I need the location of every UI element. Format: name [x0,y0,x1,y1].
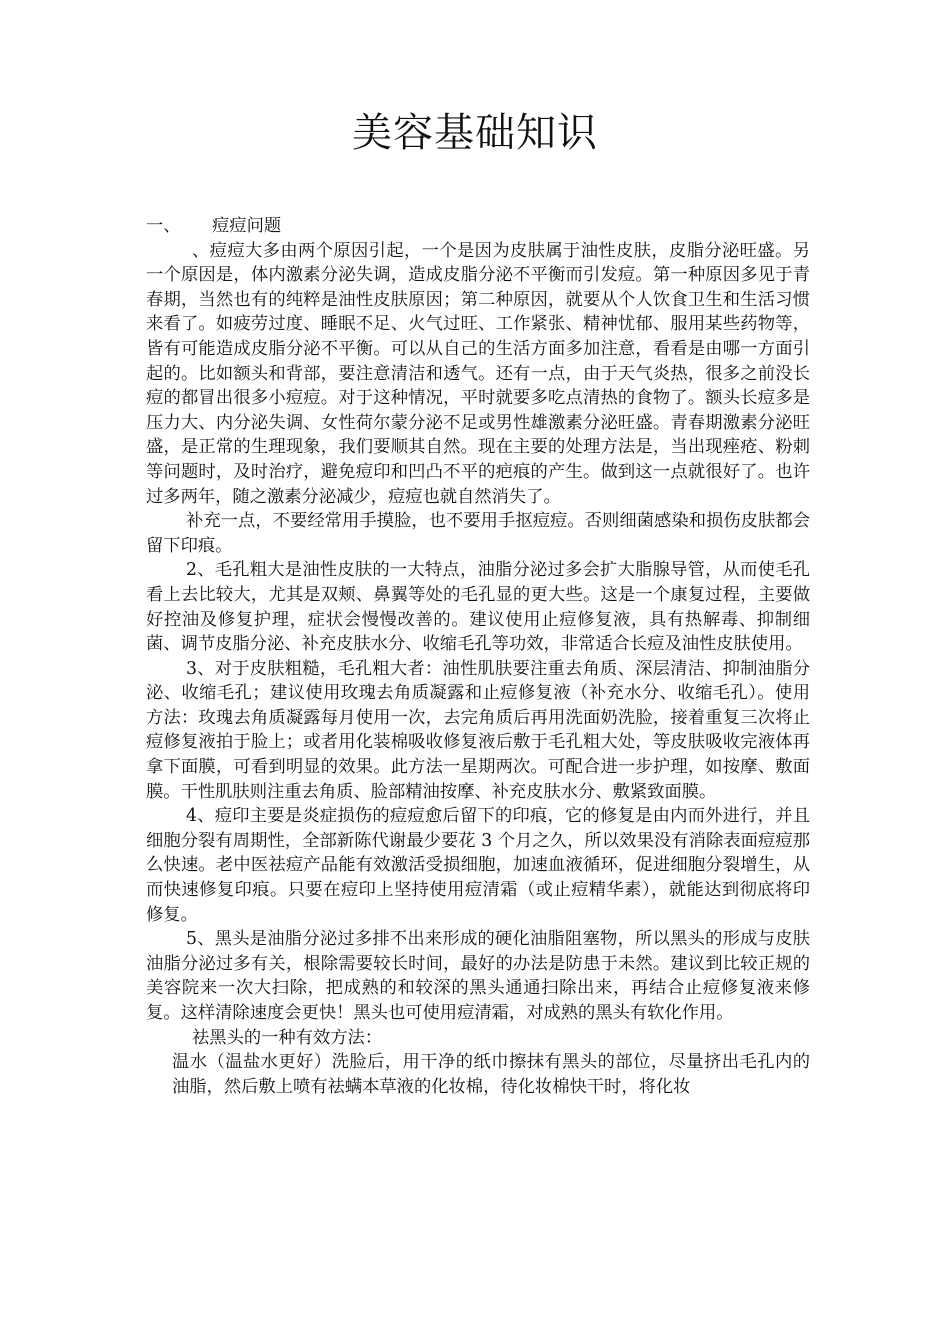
method-text: 温水（温盐水更好）洗脸后，用干净的纸巾擦抹有黑头的部位，尽量挤出毛孔内的油脂，然后敷上喷有祛螨本草液的化妆棉，待化妆棉快干时，将化妆 [172,1052,810,1097]
paragraph-1: 、痘痘大多由两个原因引起，一个是因为皮肤属于油性皮肤，皮脂分泌旺盛。另一个原因是，体内激素分泌失调，造成皮脂分泌不平衡而引发痘。第一种原因多见于青春期，当然也有的纯粹是油性皮肤原因；第二种原因，就要从个人饮食卫生和生活习惯来看了。如疲劳过度、睡眠不足、火气过旺、工作紧张、精神忧郁、服用某些药物等，皆有可能造成皮脂分泌不平衡。可以从自己的生活方面多加注意，看看是由哪一方面引起的。比如额头和背部，要注意清洁和透气。还有一点，由于天气炎热，很多之前没长痘的都冒出很多小痘痘。对于这种情况，平时就要多吃点清热的食物了。额头长痘多是压力大、内分泌失调、女性荷尔蒙分泌不足或男性雄激素分泌旺盛。青春期激素分泌旺盛，是正常的生理现象，我们要顺其自然。现在主要的处理方法是，当出现痤疮、粉刺等问题时，及时治疗，避免痘印和凹凸不平的疤痕的产生。做到这一点就很好了。也许过多两年，随之激素分泌减少，痘痘也就自然消失了。 [146,240,810,507]
section-number: 一、 [146,216,181,236]
paragraph-5: 4、痘印主要是炎症损伤的痘痘愈后留下的印痕，它的修复是由内而外进行，并且细胞分裂有周期性，全部新陈代谢最少要花 3 个月之久，所以效果没有消除表面痘痘那么快速。老中医祛痘产品能有效激活受损细胞，加速血液循环，促进细胞分裂增生，从而快速修复印痕。只要在痘印上坚持使用痘清霜（或止痘精华素），就能达到彻底将印修复。 [146,806,810,925]
document-body [146,214,810,1099]
paragraph-6: 5、黑头是油脂分泌过多排不出来形成的硬化油脂阻塞物，所以黑头的形成与皮肤油脂分泌过多有关，根除需要较长时间，最好的办法是防患于未然。建议到比较正规的美容院来一次大扫除，把成熟的和较深的黑头通通扫除出来，再结合止痘修复液来修复。这样清除速度会更快！黑头也可使用痘清霜，对成熟的黑头有软化作用。 [146,929,810,1023]
document-title: 美容基础知识 [352,110,598,156]
section-heading [146,214,810,239]
paragraph-3: 2、毛孔粗大是油性皮肤的一大特点，油脂分泌过多会扩大脂腺导管，从而使毛孔看上去比较大，尤其是双颊、鼻翼等处的毛孔显的更大些。这是一个康复过程，主要做好控油及修复护理，症状会慢慢改善的。建议使用止痘修复液，具有热解毒、抑制细菌、调节皮脂分泌、补充皮肤水分、收缩毛孔等功效，非常适合长痘及油性皮肤使用。 [146,560,810,655]
paragraph-4: 3、对于皮肤粗糙，毛孔粗大者：油性肌肤要注重去角质、深层清洁、抑制油脂分泌、收缩毛孔；建议使用玫瑰去角质凝露和止痘修复液（补充水分、收缩毛孔）。使用方法：玫瑰去角质凝露每月使用一次，去完角质后再用洗面奶洗脸，接着重复三次将止痘修复液拍于脸上；或者用化装棉吸收修复液后敷于毛孔粗大处，等皮肤吸收完液体再拿下面膜，可看到明显的效果。此方法一星期两次。可配合进一步护理，如按摩、敷面膜。干性肌肤则注重去角质、脸部精油按摩、补充皮肤水分、敷紧致面膜。 [146,658,810,802]
subheading: 祛黑头的一种有效方法： [192,1027,383,1048]
paragraph-2: 补充一点，不要经常用手摸脸，也不要用手抠痘痘。否则细菌感染和损伤皮肤都会留下印痕。 [146,511,810,556]
section-title: 痘痘问题 [212,216,282,236]
